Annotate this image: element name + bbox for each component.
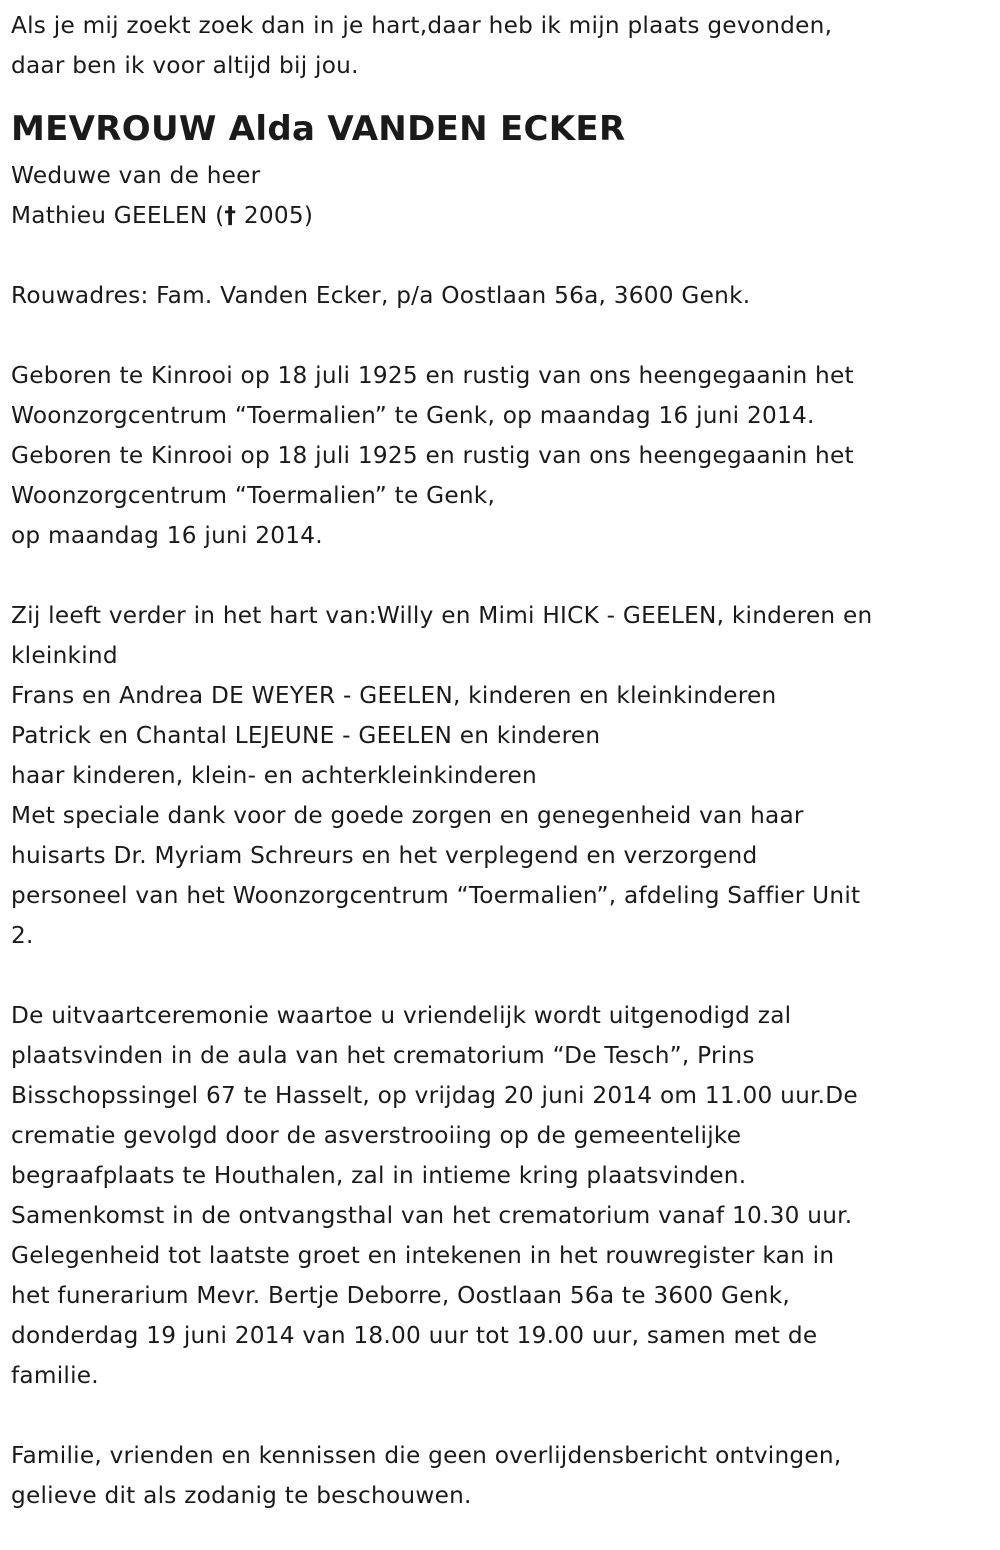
text-line: begraafplaats te Houthalen, zal in intieme kring plaatsvinden.	[11, 1162, 747, 1189]
text-line: Zij leeft verder in het hart van:Willy en Mimi HICK - GEELEN, kinderen en	[11, 602, 873, 629]
ceremony-section	[11, 996, 990, 1396]
closing-section	[11, 1436, 990, 1516]
spacer	[11, 956, 990, 996]
spouse-line	[11, 196, 990, 236]
family-section	[11, 596, 990, 956]
text-line: gelieve dit als zodanig te beschouwen.	[11, 1482, 472, 1509]
spouse-info	[11, 156, 990, 236]
motto	[11, 6, 990, 86]
text-line: Samenkomst in de ontvangsthal van het crematorium vanaf 10.30 uur.	[11, 1202, 853, 1229]
text-line: Familie, vrienden en kennissen die geen overlijdensbericht ontvingen,	[11, 1442, 842, 1469]
spacer	[11, 1396, 990, 1436]
text-line: Frans en Andrea DE WEYER - GEELEN, kinderen en kleinkinderen	[11, 682, 777, 709]
widow-line: Weduwe van de heer	[11, 162, 261, 189]
motto-line: Als je mij zoekt zoek dan in je hart,daar heb ik mijn plaats gevonden,	[11, 12, 833, 39]
text-line: personeel van het Woonzorgcentrum “Toermalien”, afdeling Saffier Unit	[11, 882, 861, 909]
text-line: huisarts Dr. Myriam Schreurs en het verplegend en verzorgend	[11, 842, 758, 869]
text-line: Geboren te Kinrooi op 18 juli 1925 en rustig van ons heengegaanin het	[11, 442, 854, 469]
text-line: donderdag 19 juni 2014 van 18.00 uur tot 19.00 uur, samen met de	[11, 1322, 818, 1349]
text-line: Woonzorgcentrum “Toermalien” te Genk,	[11, 482, 496, 509]
text-line: op maandag 16 juni 2014.	[11, 522, 323, 549]
birth-death-section	[11, 356, 990, 556]
text-line: familie.	[11, 1362, 99, 1389]
text-line: Geboren te Kinrooi op 18 juli 1925 en rustig van ons heengegaanin het	[11, 362, 854, 389]
spouse-name: Mathieu GEELEN (	[11, 202, 225, 229]
text-line: Woonzorgcentrum “Toermalien” te Genk, op maandag 16 juni 2014.	[11, 402, 815, 429]
spouse-death-year: 2005)	[236, 202, 314, 229]
text-line: crematie gevolgd door de asverstrooiing op de gemeentelijke	[11, 1122, 742, 1149]
text-line: kleinkind	[11, 642, 118, 669]
text-line: plaatsvinden in de aula van het crematorium “De Tesch”, Prins	[11, 1042, 755, 1069]
spacer	[11, 556, 990, 596]
deceased-name: MEVROUW Alda VANDEN ECKER	[11, 109, 626, 149]
text-line: 2.	[11, 922, 34, 949]
cross-icon: †	[224, 202, 237, 229]
text-line: Bisschopssingel 67 te Hasselt, op vrijdag 20 juni 2014 om 11.00 uur.De	[11, 1082, 858, 1109]
motto-line: daar ben ik voor altijd bij jou.	[11, 52, 359, 79]
text-line: Gelegenheid tot laatste groet en intekenen in het rouwregister kan in	[11, 1242, 835, 1269]
text-line: De uitvaartceremonie waartoe u vriendelijk wordt uitgenodigd zal	[11, 1002, 792, 1029]
text-line: het funerarium Mevr. Bertje Deborre, Oostlaan 56a te 3600 Genk,	[11, 1282, 791, 1309]
text-line: Patrick en Chantal LEJEUNE - GEELEN en kinderen	[11, 722, 601, 749]
spacer	[11, 236, 990, 276]
mourning-address: Rouwadres: Fam. Vanden Ecker, p/a Oostlaan 56a, 3600 Genk.	[11, 282, 751, 309]
text-line: Met speciale dank voor de goede zorgen en genegenheid van haar	[11, 802, 804, 829]
spacer	[11, 316, 990, 356]
text-line: haar kinderen, klein- en achterkleinkinderen	[11, 762, 537, 789]
